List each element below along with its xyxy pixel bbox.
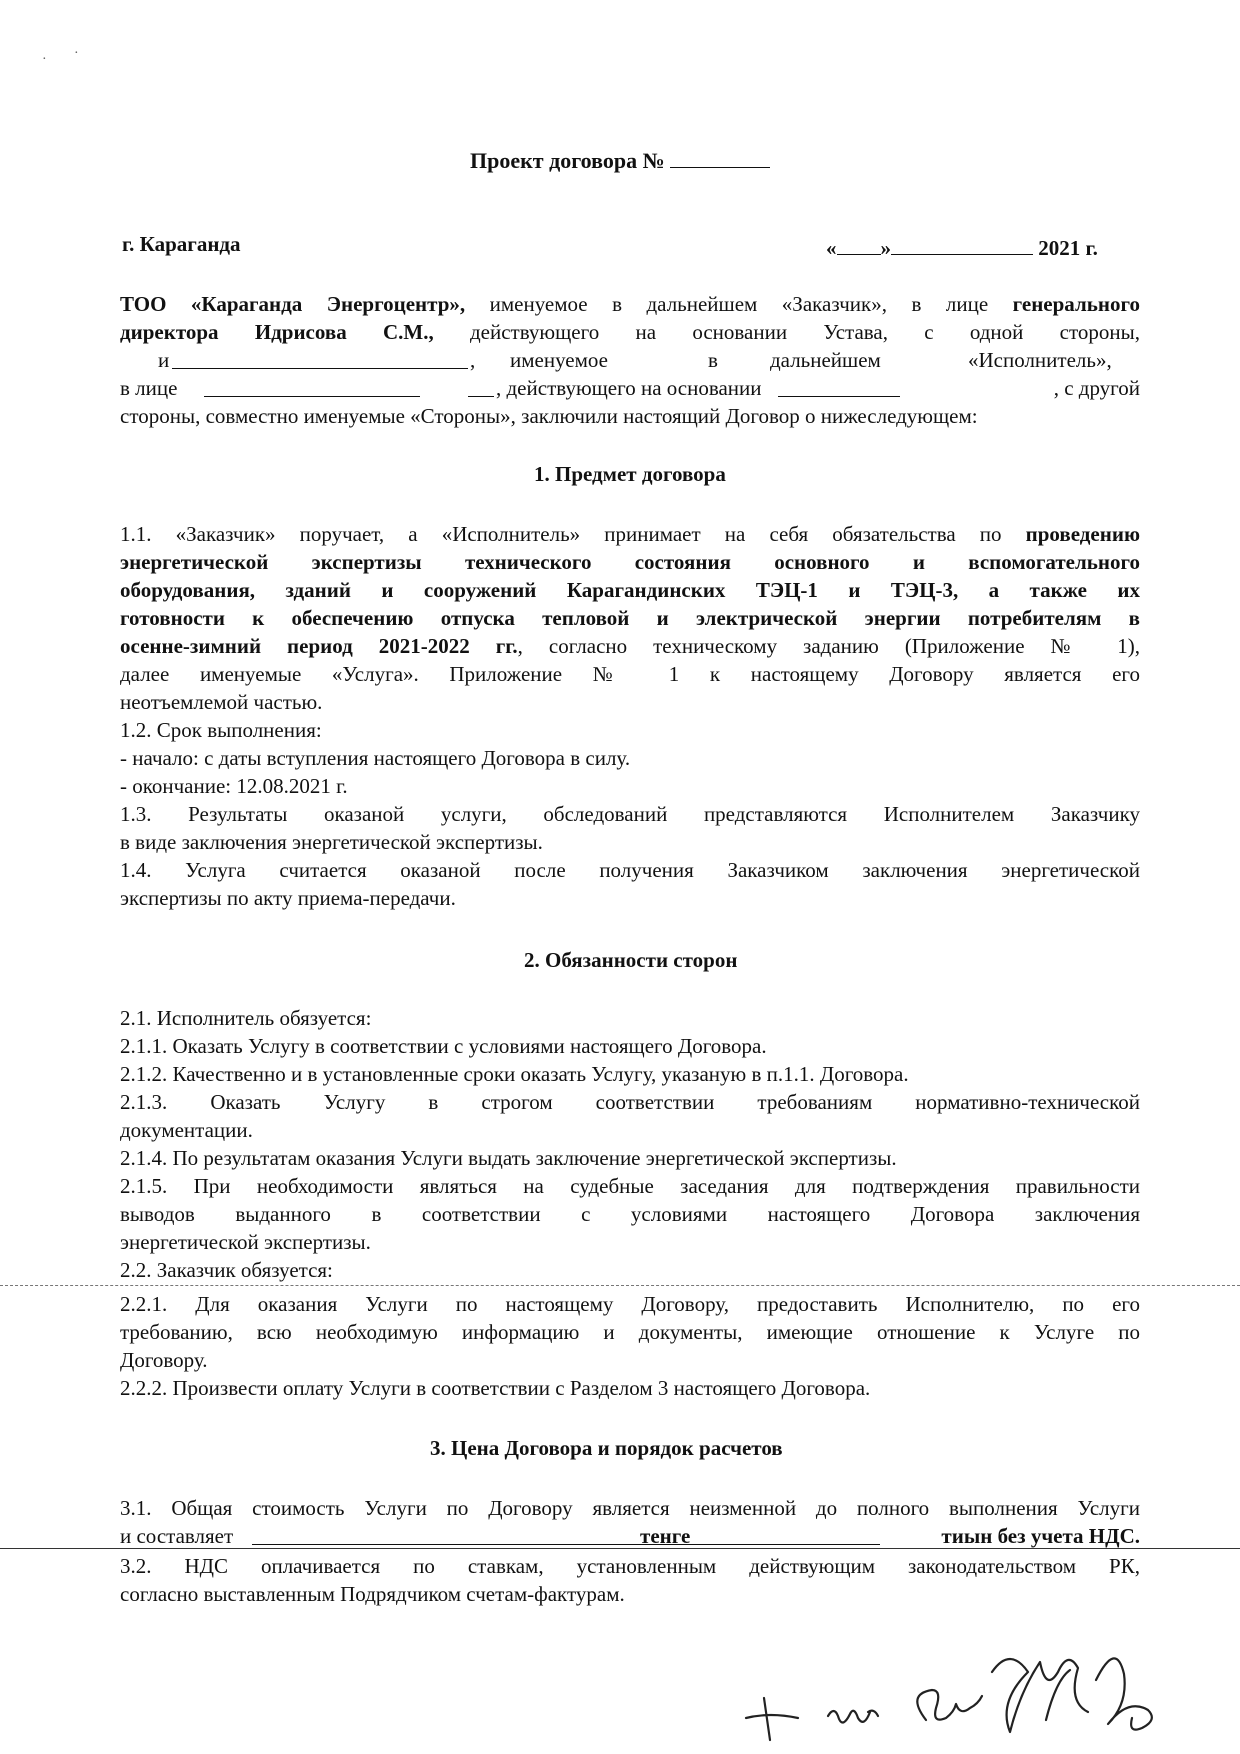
- clause-2-2-1-line-3: Договору.: [120, 1348, 208, 1372]
- clause-2-1-3-line-1: 2.1.3. Оказать Услугу в строгом соответствии требованиям нормативно-технической: [120, 1090, 1140, 1114]
- initial-mark-3: [917, 1690, 982, 1720]
- preamble-line-1: [120, 290, 1140, 318]
- document-title: [470, 148, 770, 174]
- clause-text: 1.1. «Заказчик» поручает, а «Исполнитель» принимает на себя обязательства по: [120, 522, 1026, 546]
- date-quote-open: «: [826, 236, 837, 260]
- clause-1-1-line-4: готовности к обеспечению отпуска тепловой и электрической энергии потребителям в: [120, 606, 1140, 630]
- clause-2-2-1-line-1: 2.2.1. Для оказания Услуги по настоящему Договору, предоставить Исполнителю, по его: [120, 1292, 1140, 1316]
- clause-2-1-5-line-3: энергетической экспертизы.: [120, 1230, 371, 1254]
- preamble-text: «Исполнитель»,: [968, 348, 1112, 372]
- currency-tenge: тенге: [640, 1524, 691, 1548]
- vat-note: тиын без учета НДС.: [941, 1524, 1140, 1548]
- month-blank: [891, 236, 1033, 255]
- preamble-text: именуемое: [510, 348, 608, 372]
- preamble-text: именуемое в дальнейшем «Заказчик», в лице: [465, 292, 989, 316]
- preamble-text: и: [158, 348, 170, 372]
- initial-mark-2: [828, 1711, 878, 1723]
- clause-1-2-start: - начало: с даты вступления настоящего Договора в силу.: [120, 746, 631, 770]
- clause-text: и составляет: [120, 1524, 234, 1548]
- clause-1-1-line-3: оборудования, зданий и сооружений Карагандинских ТЭЦ-1 и ТЭЦ-3, а также их: [120, 578, 1140, 602]
- clause-2-1-5-line-2: выводов выданного в соответствии с условиями настоящего Договора заключения: [120, 1202, 1140, 1226]
- tiyn-blank: [704, 1526, 880, 1545]
- day-blank: [837, 236, 881, 255]
- basis-blank: [778, 378, 900, 397]
- clause-3-2-line-2: согласно выставленным Подрядчиком счетам-фактурам.: [120, 1582, 625, 1606]
- preamble-text: ,: [470, 348, 476, 372]
- clause-2-1-3-line-2: документации.: [120, 1118, 253, 1142]
- contract-number-blank: [670, 149, 770, 168]
- section-1-heading: 1. Предмет договора: [534, 462, 726, 486]
- section-2-heading: 2. Обязанности сторон: [524, 948, 738, 972]
- clause-2-2-1-line-2: требованию, всю необходимую информацию и документы, имеющие отношение к Услуге по: [120, 1320, 1140, 1344]
- clause-1-1-line-6: далее именуемые «Услуга». Приложение № 1 к настоящему Договору является его: [120, 662, 1140, 686]
- preamble-line-2: [120, 318, 1140, 346]
- clause-1-4-line-2: экспертизы по акту приема-передачи.: [120, 886, 456, 910]
- scan-speck: ·: [42, 52, 47, 67]
- preamble-text: действующего на основании Устава, с одной стороны,: [433, 320, 1141, 344]
- city-label: г. Караганда: [122, 232, 241, 256]
- preamble-text: , с другой: [1053, 376, 1140, 400]
- contract-date: [826, 236, 1098, 261]
- signature-1: [992, 1659, 1088, 1732]
- preamble-text: дальнейшем: [770, 348, 881, 372]
- clause-1-1-line-1: [120, 520, 1140, 548]
- title-text: Проект договора №: [470, 148, 665, 173]
- clause-2-1-4: 2.1.4. По результатам оказания Услуги выдать заключение энергетической экспертизы.: [120, 1146, 897, 1170]
- clause-bold: проведению: [1025, 522, 1140, 546]
- clause-bold: осенне-зимний период 2021-2022 гг.: [120, 634, 518, 658]
- customer-name: ТОО «Караганда Энергоцентр»,: [120, 292, 466, 316]
- director-name: директора Идрисова С.М.,: [120, 320, 434, 344]
- representative-blank: [204, 378, 420, 397]
- clause-1-1-line-2: энергетической экспертизы технического состояния основного и вспомогательного: [120, 550, 1140, 574]
- clause-1-4-line-1: 1.4. Услуга считается оказаной после получения Заказчиком заключения энергетической: [120, 858, 1140, 882]
- initial-mark-1: [746, 1698, 798, 1740]
- clause-1-2-end: - окончание: 12.08.2021 г.: [120, 774, 348, 798]
- clause-2-2-2: 2.2.2. Произвести оплату Услуги в соответствии с Разделом 3 настоящего Договора.: [120, 1376, 871, 1400]
- clause-2-1-5-line-1: 2.1.5. При необходимости являться на судебные заседания для подтверждения правильности: [120, 1174, 1140, 1198]
- clause-1-1-line-5: [120, 632, 1140, 660]
- contractor-name-blank: [172, 350, 468, 369]
- preamble-text: , действующего на основании: [496, 376, 762, 400]
- preamble-line-5: стороны, совместно именуемые «Стороны», заключили настоящий Договор о нижеследующем:: [120, 404, 978, 428]
- clause-3-1-line-1: 3.1. Общая стоимость Услуги по Договору является неизменной до полного выполнения Услуги: [120, 1496, 1140, 1520]
- date-quote-close: »: [880, 236, 891, 260]
- clause-3-2-line-1: 3.2. НДС оплачивается по ставкам, установленным действующим законодательством РК,: [120, 1554, 1140, 1578]
- preamble-text: в: [708, 348, 718, 372]
- scan-speck: ·: [74, 46, 79, 61]
- scan-line: [0, 1285, 1240, 1286]
- clause-1-1-line-7: неотъемлемой частью.: [120, 690, 323, 714]
- clause-2-1-1: 2.1.1. Оказать Услугу в соответствии с условиями настоящего Договора.: [120, 1034, 767, 1058]
- clause-2-2: 2.2. Заказчик обязуется:: [120, 1258, 333, 1282]
- clause-1-3-line-2: в виде заключения энергетической экспертизы.: [120, 830, 543, 854]
- date-year: 2021 г.: [1038, 236, 1098, 260]
- representative-blank-2: [468, 378, 494, 397]
- section-3-heading: 3. Цена Договора и порядок расчетов: [430, 1436, 783, 1460]
- handwritten-initials: [740, 1600, 1200, 1750]
- signature-2: [1096, 1658, 1152, 1729]
- clause-1-2: 1.2. Срок выполнения:: [120, 718, 322, 742]
- clause-2-1: 2.1. Исполнитель обязуется:: [120, 1006, 372, 1030]
- preamble-bold: генерального: [988, 292, 1140, 316]
- clause-1-3-line-1: 1.3. Результаты оказаной услуги, обследований представляются Исполнителем Заказчику: [120, 802, 1140, 826]
- clause-2-1-2: 2.1.2. Качественно и в установленные сроки оказать Услугу, указаную в п.1.1. Договора.: [120, 1062, 909, 1086]
- preamble-text: в лице: [120, 376, 178, 400]
- clause-text: , согласно техническому заданию (Приложение № 1),: [517, 634, 1140, 658]
- scan-line: [0, 1548, 1240, 1549]
